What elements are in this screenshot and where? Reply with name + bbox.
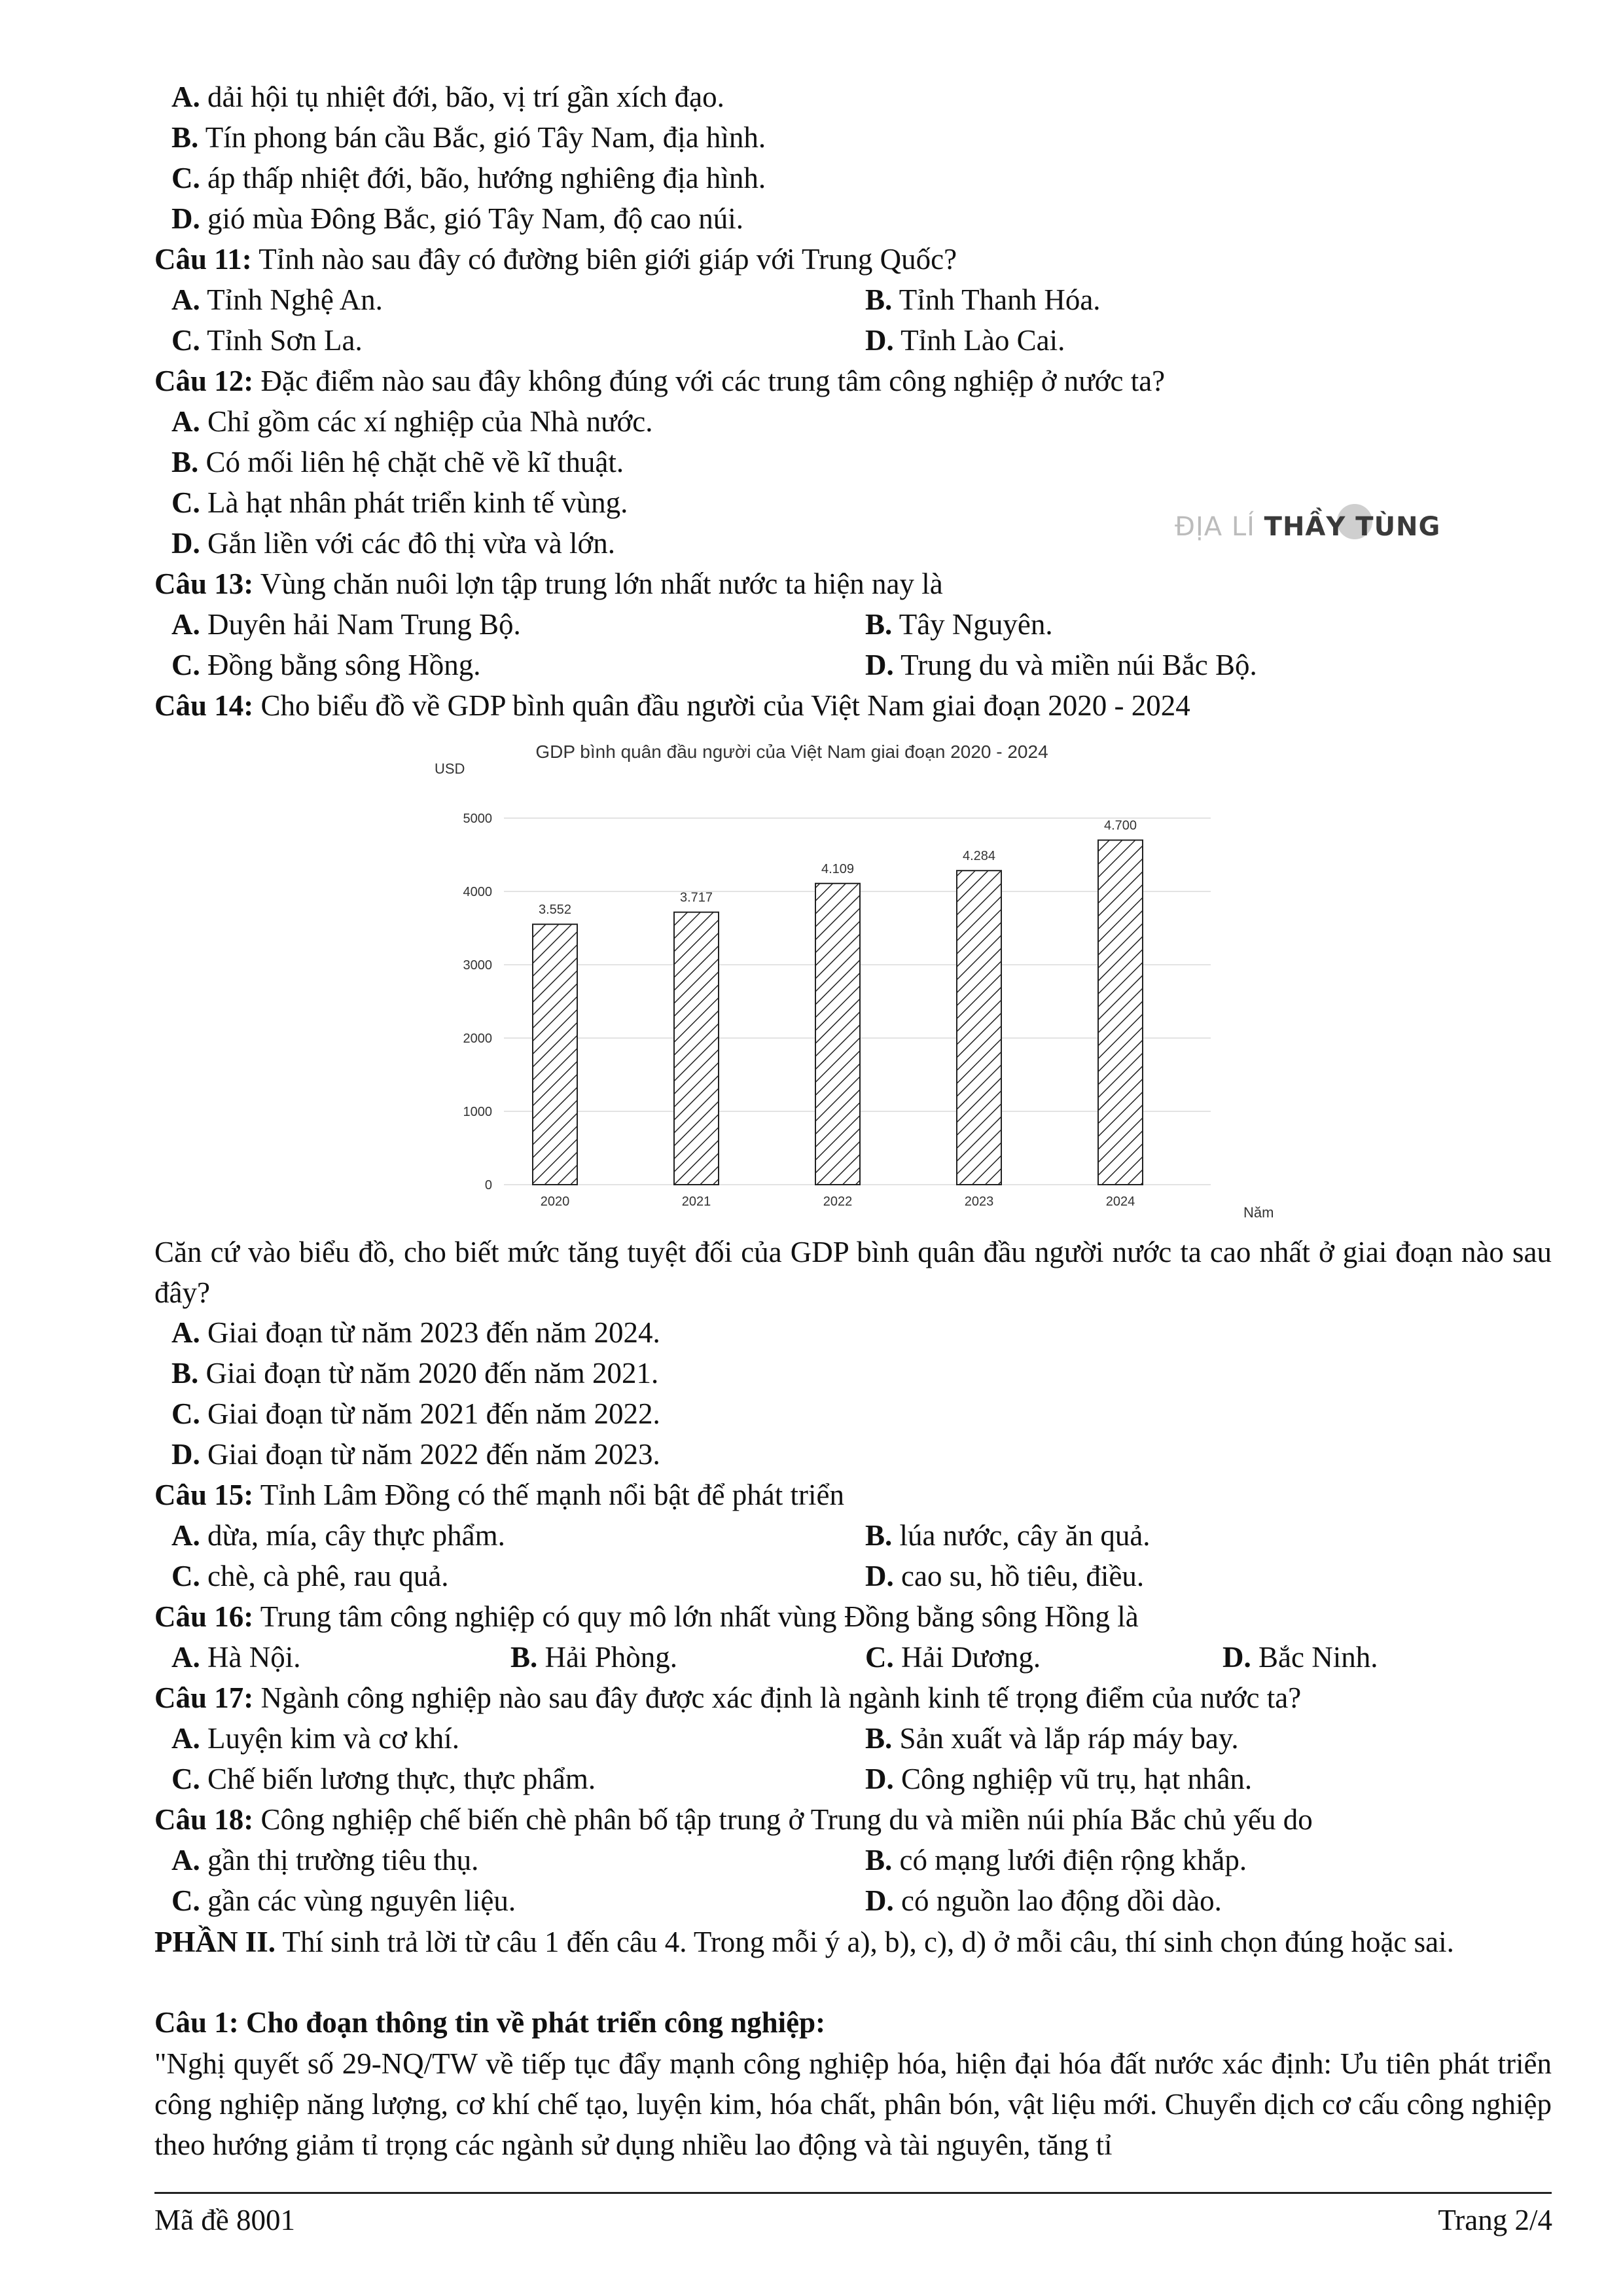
chart-y-tick-label: 5000 [463,812,492,826]
q17-option-c: C. Chế biến lương thực, thực phẩm. [171,1763,596,1795]
q12-option-b: B. Có mối liên hệ chặt chẽ về kĩ thuật. [171,446,624,478]
q12-question: Câu 12: Đặc điểm nào sau đây không đúng với các trung tâm công nghiệp ở nước ta? [154,365,1166,397]
q14-option-a: A. Giai đoạn từ năm 2023 đến năm 2024. [171,1316,660,1349]
chart-bar-2023 [957,870,1001,1185]
part-2-instructions: PHẦN II. Thí sinh trả lời từ câu 1 đến câu 4. Trong mỗi ý a), b), c), d) ở mỗi câu, thí sinh chọn đúng hoặc sai. [154,1926,1454,1958]
q16-option-c: C. Hải Dương. [865,1641,1041,1674]
footer-divider [154,2192,1552,2194]
q10-option-d: D. gió mùa Đông Bắc, gió Tây Nam, độ cao núi. [171,202,744,235]
q10-option-a: A. dải hội tụ nhiệt đới, bão, vị trí gần xích đạo. [171,81,724,113]
q10-option-b: B. Tín phong bán cầu Bắc, gió Tây Nam, địa hình. [171,121,766,154]
q13-question: Câu 13: Vùng chăn nuôi lợn tập trung lớn nhất nước ta hiện nay là [154,567,943,600]
q10-option-c: C. áp thấp nhiệt đới, bão, hướng nghiêng địa hình. [171,162,766,194]
q16-option-a: A. Hà Nội. [171,1641,301,1674]
chart-bar-2022 [815,884,860,1185]
q13-option-d: D. Trung du và miền núi Bắc Bộ. [865,649,1257,681]
q12-option-d: D. Gắn liền với các đô thị vừa và lớn. [171,527,616,560]
chart-y-tick-label: 1000 [463,1105,492,1119]
chart-x-axis-label: Năm [1243,1204,1274,1221]
chart-value-label: 4.109 [821,861,855,876]
q15-option-d: D. cao su, hồ tiêu, điều. [865,1560,1145,1592]
chart-y-tick-label: 2000 [463,1031,492,1046]
q13-option-b: B. Tây Nguyên. [865,608,1053,641]
q14-question: Câu 14: Cho biểu đồ về GDP bình quân đầu người của Việt Nam giai đoạn 2020 - 2024 [154,689,1190,722]
q14-option-c: C. Giai đoạn từ năm 2021 đến năm 2022. [171,1397,660,1430]
q13-option-c: C. Đồng bằng sông Hồng. [171,649,481,681]
chart-x-tick-label: 2022 [823,1194,853,1209]
chart-y-tick-label: 0 [484,1178,492,1193]
chart-y-axis-label: USD [435,761,465,777]
q12-option-a: A. Chỉ gồm các xí nghiệp của Nhà nước. [171,405,653,438]
chart-y-tick-label: 3000 [463,958,492,973]
q18-question: Câu 18: Công nghiệp chế biến chè phân bố tập trung ở Trung du và miền núi phía Bắc chủ yếu do [154,1803,1313,1836]
chart-value-label: 3.717 [679,890,713,905]
q11-option-d: D. Tỉnh Lào Cai. [865,324,1065,357]
q15-option-a: A. dừa, mía, cây thực phẩm. [171,1519,505,1552]
q17-question: Câu 17: Ngành công nghiệp nào sau đây được xác định là ngành kinh tế trọng điểm của nước ta? [154,1681,1302,1714]
part-2-question-1-heading: Câu 1: Cho đoạn thông tin về phát triển công nghiệp: [154,2006,826,2039]
chart-title: GDP bình quân đầu người của Việt Nam giai đoạn 2020 - 2024 [535,742,1048,762]
page-number: Trang 2/4 [1438,2204,1552,2236]
q18-option-c: C. gần các vùng nguyên liệu. [171,1884,516,1917]
chart-x-tick-label: 2020 [540,1194,570,1209]
watermark-logo: ĐỊA LÍ THẦY TÙNG [1175,504,1371,556]
q18-option-b: B. có mạng lưới điện rộng khắp. [865,1844,1247,1876]
chart-x-tick-label: 2021 [681,1194,711,1209]
q14-stem: Căn cứ vào biểu đồ, cho biết mức tăng tuyệt đối của GDP bình quân đầu người nước ta cao nhất ở giai đoạn nào sau đây? [154,1236,1552,1309]
chart-bar-2020 [533,924,577,1185]
chart-bar-2021 [674,912,719,1185]
chart-value-label: 4.700 [1103,818,1137,833]
q17-option-b: B. Sản xuất và lắp ráp máy bay. [865,1722,1239,1755]
chart-y-tick-label: 4000 [463,885,492,899]
chart-x-tick-label: 2023 [964,1194,994,1209]
q14-option-d: D. Giai đoạn từ năm 2022 đến năm 2023. [171,1438,660,1471]
q11-option-a: A. Tỉnh Nghệ An. [171,283,383,316]
q17-option-a: A. Luyện kim và cơ khí. [171,1722,459,1755]
gdp-bar-chart [425,733,1283,1230]
q16-option-b: B. Hải Phòng. [510,1641,678,1674]
q15-option-c: C. chè, cà phê, rau quả. [171,1560,449,1592]
q17-option-d: D. Công nghiệp vũ trụ, hạt nhân. [865,1763,1253,1795]
chart-value-label: 4.284 [962,849,996,864]
q18-option-a: A. gần thị trường tiêu thụ. [171,1844,479,1876]
part-2-question-1-quote: "Nghị quyết số 29-NQ/TW về tiếp tục đẩy mạnh công nghiệp hóa, hiện đại hóa đất nước xác định: Ưu tiên phát triển công nghiệp năng lượng, cơ khí chế tạo, luyện kim, hóa chất, phân bón, vật liệu mới. Chuyển dịch cơ cấu công nghiệp theo hướng giảm tỉ trọng các ngành sử dụng nhiều lao động và tài nguyên, tăng tỉ [154,2047,1552,2161]
chart-bar-2024 [1098,840,1143,1185]
q11-option-b: B. Tỉnh Thanh Hóa. [865,283,1101,316]
q12-option-c: C. Là hạt nhân phát triển kinh tế vùng. [171,486,628,519]
exam-code: Mã đề 8001 [154,2204,295,2236]
q16-question: Câu 16: Trung tâm công nghiệp có quy mô lớn nhất vùng Đồng bằng sông Hồng là [154,1600,1139,1633]
q11-question: Câu 11: Tỉnh nào sau đây có đường biên giới giáp với Trung Quốc? [154,243,957,276]
q13-option-a: A. Duyên hải Nam Trung Bộ. [171,608,521,641]
q15-question: Câu 15: Tỉnh Lâm Đồng có thế mạnh nổi bật để phát triển [154,1479,844,1511]
q18-option-d: D. có nguồn lao động dồi dào. [865,1884,1222,1917]
q14-option-b: B. Giai đoạn từ năm 2020 đến năm 2021. [171,1357,659,1390]
chart-value-label: 3.552 [538,903,572,918]
q15-option-b: B. lúa nước, cây ăn quả. [865,1519,1150,1552]
chart-x-tick-label: 2024 [1105,1194,1135,1209]
q16-option-d: D. Bắc Ninh. [1222,1641,1378,1674]
q11-option-c: C. Tỉnh Sơn La. [171,324,363,357]
